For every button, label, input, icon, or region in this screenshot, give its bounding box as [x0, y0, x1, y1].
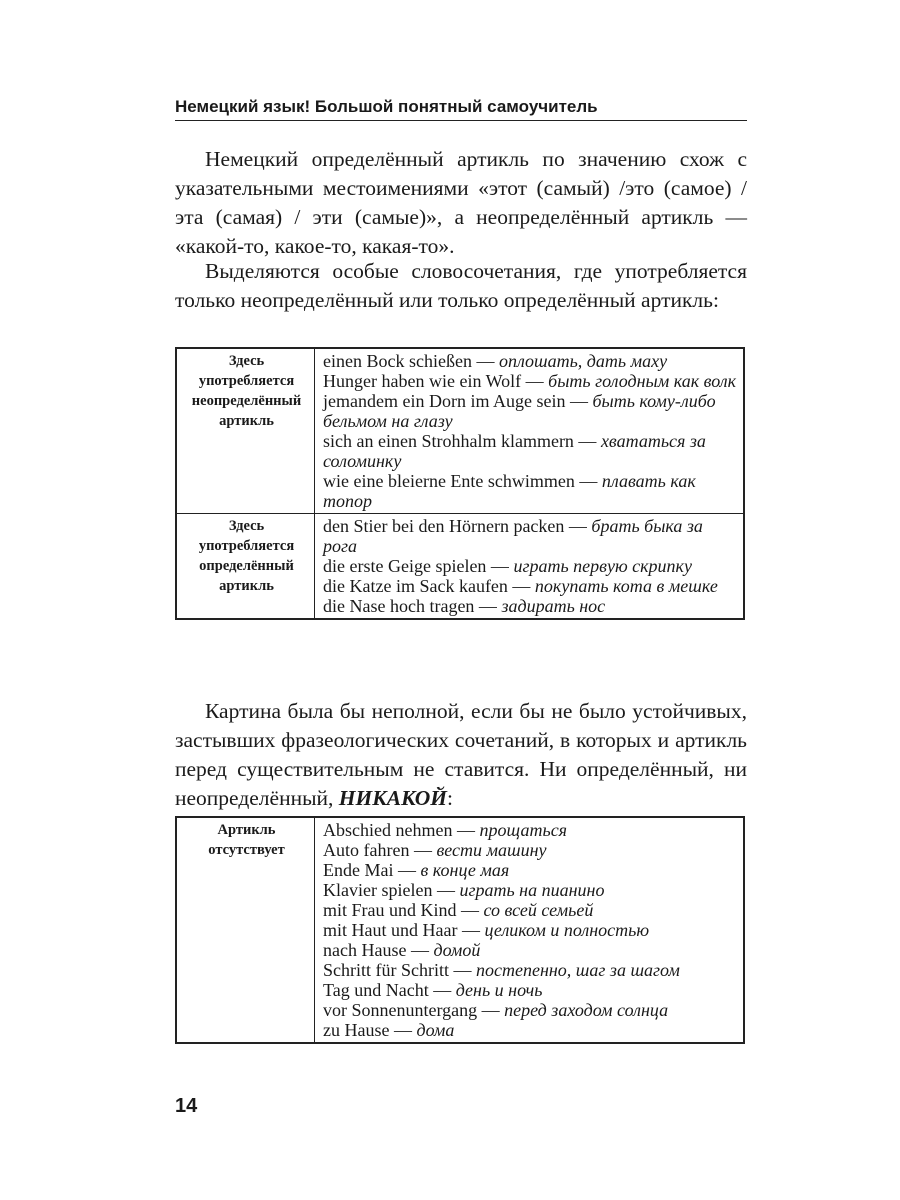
phrase-de: Schritt für Schritt —: [323, 960, 476, 980]
phrase-ru: оплошать, дать маху: [498, 351, 668, 371]
paragraph-articles-meaning: Немецкий определённый артикль по значению схож с указательными местоимениями «этот (самый) /это (самое) / эта (самая) / эти (самые)», а неопределённый артикль — «какой-то, какое-то, какая-то».: [175, 147, 747, 258]
phrase-de: vor Sonnenuntergang —: [323, 1000, 505, 1020]
phrase-entry: [323, 840, 737, 860]
phrase-entry: [323, 940, 737, 960]
phrase-ru: прощаться: [479, 820, 568, 840]
phrase-entry: [323, 516, 737, 556]
row-label-definite: Здесь употребляется определённый артикль: [176, 514, 315, 620]
phrase-entry: [323, 371, 737, 391]
phrase-ru: целиком и полностью: [484, 920, 650, 940]
phrase-ru: постепенно, шаг за шагом: [475, 960, 680, 980]
page-number: 14: [175, 1095, 198, 1117]
phrases-definite: [315, 514, 745, 620]
phrase-entry: [323, 820, 737, 840]
phrase-entry: [323, 880, 737, 900]
phrase-ru: перед заходом солнца: [504, 1000, 669, 1020]
phrase-entry: [323, 596, 737, 616]
phrase-entry: [323, 980, 737, 1000]
table-row-no-article: [176, 817, 744, 1043]
phrase-entry: [323, 471, 737, 511]
table-row-indefinite: [176, 348, 744, 514]
phrase-ru: покупать кота в мешке: [534, 576, 718, 596]
paragraph-no-article: [175, 697, 747, 813]
phrase-ru: день и ночь: [455, 980, 543, 1000]
phrase-ru: дома: [416, 1020, 455, 1040]
phrase-de: nach Hause —: [323, 940, 434, 960]
phrase-de: mit Haut und Haar —: [323, 920, 485, 940]
phrase-ru: быть кому-либо бельмом на глазу: [323, 391, 716, 431]
phrases-no-article: [315, 817, 745, 1043]
phrase-entry: [323, 860, 737, 880]
phrase-entry: [323, 960, 737, 980]
paragraph-special-phrases: Выделяются особые словосочетания, где употребляется только неопределённый или только определённый артикль:: [175, 259, 747, 312]
phrase-entry: [323, 1000, 737, 1020]
row-label-indefinite: Здесь употребляется неопределённый артикль: [176, 348, 315, 514]
phrase-de: die erste Geige spielen —: [323, 556, 514, 576]
phrase-ru: играть первую скрипку: [513, 556, 692, 576]
phrases-indefinite: [315, 348, 745, 514]
phrase-ru: домой: [433, 940, 481, 960]
phrase-de: einen Bock schießen —: [323, 351, 499, 371]
phrase-ru: хвататься за соломинку: [323, 431, 706, 471]
phrase-de: sich an einen Strohhalm klammern —: [323, 431, 601, 451]
phrase-de: Klavier spielen —: [323, 880, 460, 900]
phrase-entry: [323, 556, 737, 576]
table-row-definite: [176, 514, 744, 620]
no-article-table: [175, 816, 745, 1044]
phrase-ru: брать быка за рога: [323, 516, 703, 556]
phrase-ru: задирать нос: [501, 596, 606, 616]
phrase-de: die Nase hoch tragen —: [323, 596, 502, 616]
emphasis-nikakoy: НИКАКОЙ: [338, 786, 447, 810]
phrase-de: Auto fahren —: [323, 840, 437, 860]
phrase-entry: [323, 1020, 737, 1040]
phrase-entry: [323, 391, 737, 431]
phrase-de: wie eine bleierne Ente schwimmen —: [323, 471, 602, 491]
running-header: Немецкий язык! Большой понятный самоучитель: [175, 97, 747, 121]
phrase-entry: [323, 900, 737, 920]
phrase-de: Ende Mai —: [323, 860, 421, 880]
phrase-ru: вести машину: [436, 840, 547, 860]
phrase-entry: [323, 431, 737, 471]
phrase-de: zu Hause —: [323, 1020, 417, 1040]
phrase-de: Tag und Nacht —: [323, 980, 456, 1000]
paragraph-no-article-end: :: [446, 786, 453, 810]
phrase-ru: плавать как топор: [323, 471, 696, 511]
phrase-ru: играть на пианино: [459, 880, 605, 900]
phrase-entry: [323, 576, 737, 596]
article-usage-table: [175, 347, 745, 620]
phrase-entry: [323, 351, 737, 371]
paragraph-no-article-text: Картина была бы неполной, если бы не было устойчивых, застывших фразеологических сочетаний, в которых и артикль перед существительным не ставится. Ни определённый, ни неопределённый,: [175, 699, 747, 810]
phrase-ru: в конце мая: [420, 860, 510, 880]
phrase-de: den Stier bei den Hörnern packen —: [323, 516, 592, 536]
row-label-no-article: Артикль отсутствует: [176, 817, 315, 1043]
phrase-ru: со всей семьей: [483, 900, 594, 920]
phrase-de: Abschied nehmen —: [323, 820, 480, 840]
phrase-de: Hunger haben wie ein Wolf —: [323, 371, 549, 391]
phrase-entry: [323, 920, 737, 940]
phrase-de: mit Frau und Kind —: [323, 900, 484, 920]
phrase-ru: быть голодным как волк: [548, 371, 737, 391]
phrase-de: die Katze im Sack kaufen —: [323, 576, 535, 596]
phrase-de: jemandem ein Dorn im Auge sein —: [323, 391, 593, 411]
